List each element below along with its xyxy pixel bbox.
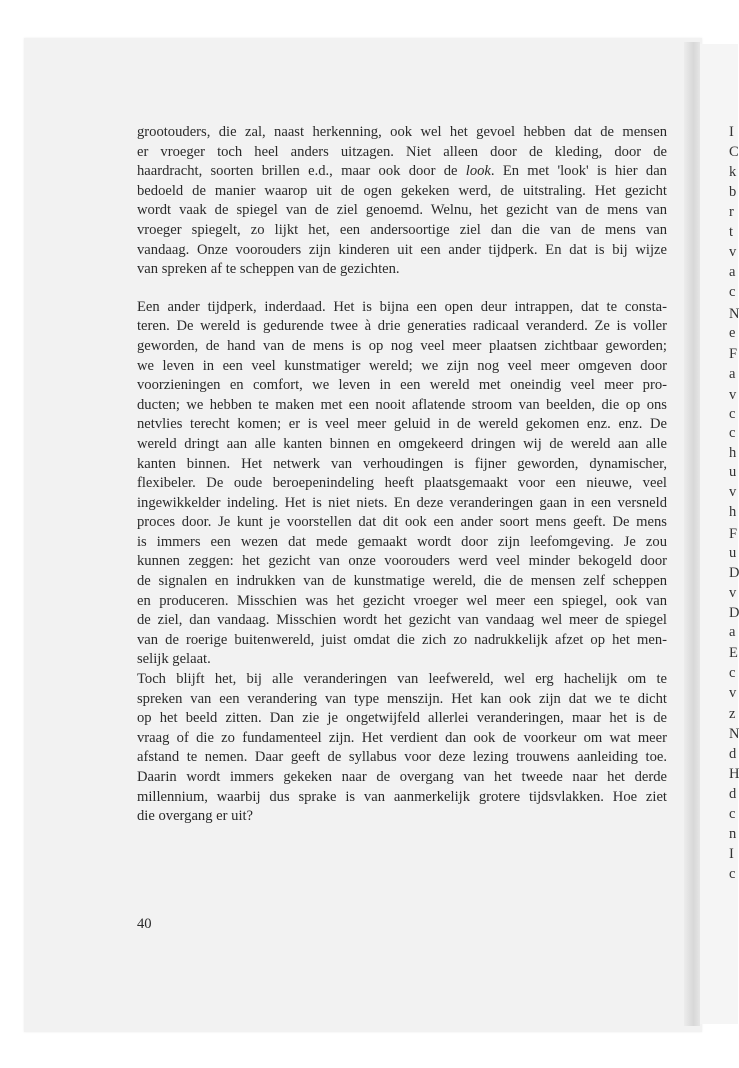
next-page-letter: c [729,425,736,441]
show-through-text [137,828,667,844]
next-page-letter: v [729,484,737,500]
paragraph-gap [137,280,667,298]
next-page-letter: r [729,204,734,220]
text-line: geworden, de hand van de mens is op nog veel meer plaatsen zichtbaar geworden; [137,337,667,354]
text-line: voorzieningen en comfort, we leven in een wereld met oneindig veel meer pro- [137,377,667,394]
text-line: Een ander tijdperk, inderdaad. Het is bijna een open deur intrappen, dat te consta- [137,298,667,315]
text-line: en produceren. Misschien was het gezicht vroeger wel meer een spiegel, ook van [137,592,667,609]
next-page-letter: c [729,806,736,822]
next-page-letter: n [729,826,737,842]
text-line: proces door. Je kunt je voorstellen dat dit ook een ander soort mens geeft. De mens [137,514,667,531]
text-line: wereld dringt aan alle kanten binnen en omgekeerd dringen wij de wereld aan alle [137,435,667,452]
next-page-letter: z [729,706,736,722]
italic-word: look [465,163,491,180]
next-page-letter: e [729,325,736,341]
next-page-letter: I [729,124,734,140]
next-page-letter: a [729,624,736,640]
text-line: er vroeger toch heel anders uitzagen. Niet alleen door de kleding, door de [137,143,667,160]
text-line: we leven in een veel kunstmatiger wereld; we zijn nog veel meer omgeven door [137,357,667,374]
text-line: haardracht, soorten brillen e.d., maar ook door de look. En met 'look' is hier dan [137,163,667,180]
text-line: ducten; we hebben te maken met een nooit aflatende stroom van beelden, die op ons [137,396,667,413]
text-line: spreken van een verandering van type menszijn. Het kan ook zijn dat we te dicht [137,690,667,707]
text-line: teren. De wereld is gedurende twee à drie generaties radicaal veranderd. Ze is voller [137,318,667,335]
paragraph [137,670,667,827]
next-page-letter: u [729,464,737,480]
next-page-letter: F [729,346,738,362]
next-page-letter: H [729,766,739,782]
paragraph [137,123,667,280]
next-page-letter: c [729,866,736,882]
next-page-letter: v [729,585,737,601]
text-line: kanten binnen. Het netwerk van verhoudingen is fijner geworden, dynamischer, [137,455,667,472]
next-page-letter: u [729,545,737,561]
text-line: vandaag. Onze voorouders zijn kinderen uit een ander tijdperk. En dat is bij wijze [137,241,667,258]
next-page-letter: v [729,244,737,260]
next-page-letter: c [729,406,736,422]
next-page-letter: d [729,746,737,762]
book-gutter [684,42,700,1026]
text-line: millennium, waarbij dus sprake is van aanmerkelijk grotere tijdsvlakken. Hoe ziet [137,788,667,805]
body-text [137,123,667,827]
page-number: 40 [137,916,152,932]
text-line: de signalen en indrukken van de kunstmatige wereld, die de mensen zelf scheppen [137,573,667,590]
text-line: van spreken af te scheppen van de gezichten. [137,261,400,278]
text-line: afstand te nemen. Daar geeft de syllabus voor deze lezing trouwens aanleiding toe. [137,749,667,766]
text-line: op het beeld zitten. Dan zie je ongetwijfeld allerlei veranderingen, maar het is de [137,710,667,727]
next-page-letter: b [729,184,737,200]
next-page-letter: h [729,504,737,520]
text-line: kunnen zeggen: het gezicht van onze voorouders werd veel minder bekogeld door [137,553,667,570]
text-line: vraag of die zo fundamenteel zijn. Het verdient dan ook de voorkeur om wat meer [137,729,667,746]
next-page-letter: F [729,526,738,542]
next-page-letter: v [729,685,737,701]
text-line: ingewikkelder indeling. Het is niet niets. En deze veranderingen gaan in een versneld [137,494,667,511]
next-page-letter: h [729,445,737,461]
text-line: de ziel, dan vandaag. Misschien wordt het gezicht van vandaag wel meer de spiegel [137,612,667,629]
next-page-letter: c [729,284,736,300]
next-page-letter: t [729,224,734,240]
text-line: selijk gelaat. [137,651,211,668]
text-line: van de roerige buitenwereld, juist omdat die zich zo nadrukkelijk afzet op het men- [137,631,667,648]
next-page-letter: d [729,786,737,802]
text-line: is immers een wezen dat mede gemaakt wordt door zijn leefomgeving. Je zou [137,533,667,550]
next-page-letter: D [729,605,739,621]
text-line: flexibeler. De oude beroepenindeling heeft plaatsgemaakt voor een nieuwe, veel [137,475,667,492]
next-page-letter: a [729,264,736,280]
text-line: netvlies terecht komen; er is veel meer geluid in de wereld gekomen enz. enz. De [137,416,667,433]
next-page-letter: C [729,144,739,160]
paragraph [137,298,667,670]
next-page-letter: c [729,665,736,681]
next-page-letter: N [729,306,739,322]
next-page-letter: I [729,846,734,862]
next-page-letter: N [729,726,739,742]
next-page-letter: v [729,387,737,403]
text-line: bedoeld de manier waarop uit de ogen gekeken werd, de uitstraling. Het gezicht [137,182,667,199]
next-page-letter: k [729,164,737,180]
text-line: Toch blijft het, bij alle veranderingen van leefwereld, wel erg hachelijk om te [137,671,667,688]
next-page-edge [700,44,738,1024]
next-page-letter: D [729,565,739,581]
text-line: wordt vaak de spiegel van de ziel genoemd. Welnu, het gezicht van de mens van [137,202,667,219]
text-line: grootouders, die zal, naast herkenning, ook wel het gevoel hebben dat de mensen [137,124,667,140]
next-page-letter: E [729,645,738,661]
next-page-letter: a [729,366,736,382]
text-line: vroeger spiegelt, zo lijkt het, een andersoortige ziel dan die van de mens van [137,221,667,238]
text-line: die overgang er uit? [137,808,254,825]
text-line: Daarin wordt immers gekeken naar de overgang van het tweede naar het derde [137,769,667,785]
